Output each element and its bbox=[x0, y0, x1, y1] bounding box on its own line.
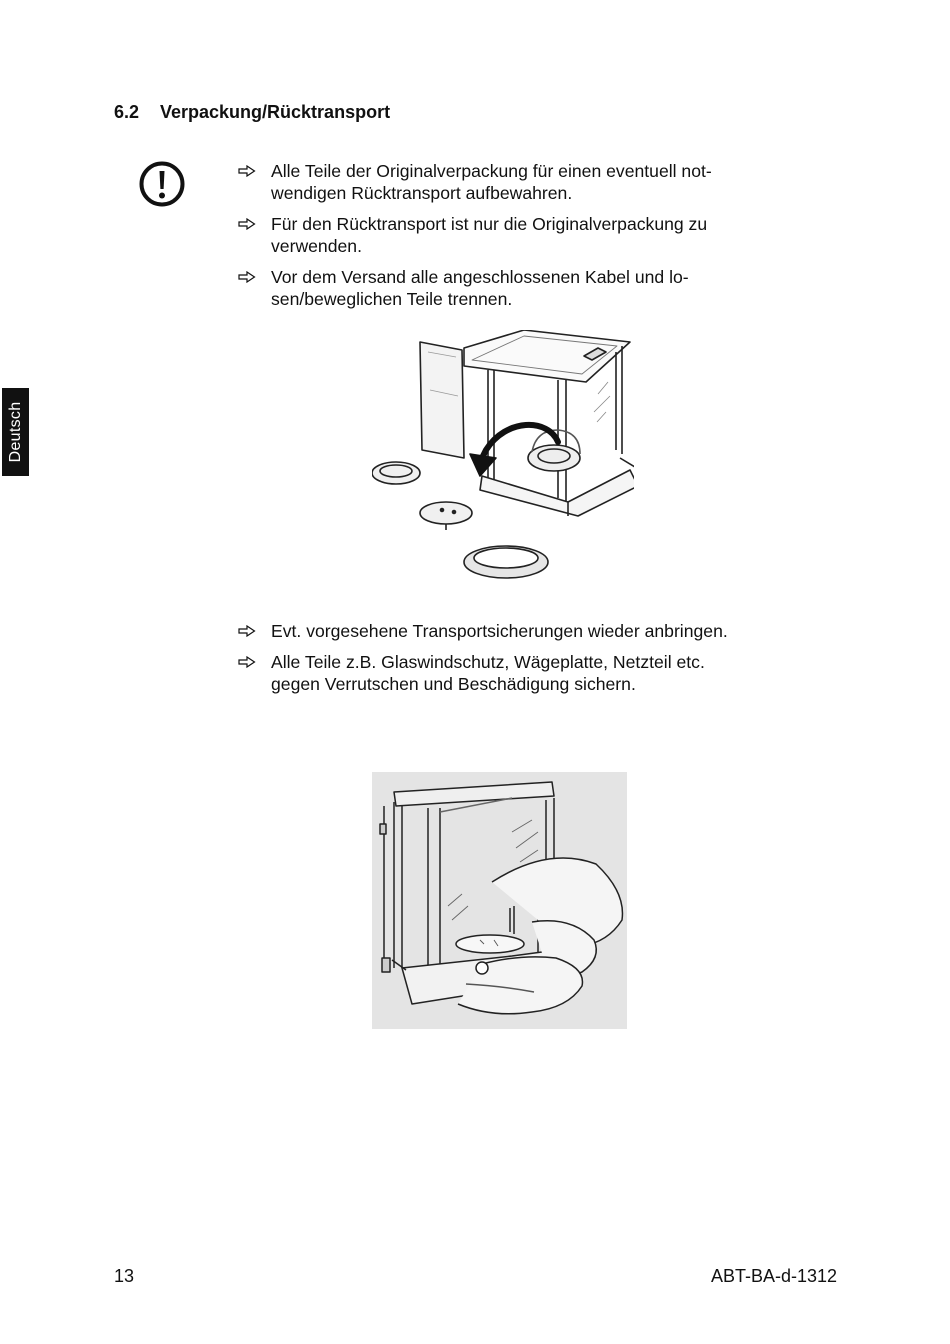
list-item bbox=[238, 213, 838, 257]
list-item bbox=[238, 620, 838, 642]
section-heading bbox=[114, 102, 390, 123]
instruction-list-top bbox=[238, 160, 838, 319]
list-item-line: sen/beweglichen Teile trennen. bbox=[271, 289, 513, 309]
section-number: 6.2 bbox=[114, 102, 140, 122]
list-item-line: Alle Teile z.B. Glaswindschutz, Wägeplatte, Netzteil etc. bbox=[271, 652, 705, 672]
list-item bbox=[238, 160, 838, 204]
list-item-line: Vor dem Versand alle angeschlossenen Kabel und lo- bbox=[271, 267, 689, 287]
page-number: 13 bbox=[114, 1266, 135, 1286]
outline-right-arrow-icon bbox=[238, 625, 256, 637]
language-side-tab bbox=[2, 388, 29, 476]
instruction-list-bottom bbox=[238, 620, 838, 704]
list-item-line: Alle Teile der Originalverpackung für einen eventuell not- bbox=[271, 161, 712, 181]
carrying-illustration bbox=[372, 772, 627, 1029]
list-item-line: Für den Rücktransport ist nur die Originalverpackung zu bbox=[271, 214, 708, 234]
outline-right-arrow-icon bbox=[238, 218, 256, 230]
list-item bbox=[238, 651, 838, 695]
list-item-line: gegen Verrutschen und Beschädigung sichern. bbox=[271, 674, 636, 694]
list-item-line: wendigen Rücktransport aufbewahren. bbox=[271, 183, 573, 203]
outline-right-arrow-icon bbox=[238, 165, 256, 177]
disassembly-illustration bbox=[372, 330, 634, 580]
list-item bbox=[238, 266, 838, 310]
document-code: ABT-BA-d-1312 bbox=[710, 1266, 837, 1286]
language-tab-label: Deutsch bbox=[6, 401, 24, 463]
section-title: Verpackung/Rücktransport bbox=[160, 102, 391, 122]
outline-right-arrow-icon bbox=[238, 271, 256, 283]
exclamation-circle-icon bbox=[138, 160, 186, 208]
outline-right-arrow-icon bbox=[238, 656, 256, 668]
list-item-line: verwenden. bbox=[271, 236, 362, 256]
list-item-line: Evt. vorgesehene Transportsicherungen wieder anbringen. bbox=[271, 621, 728, 641]
